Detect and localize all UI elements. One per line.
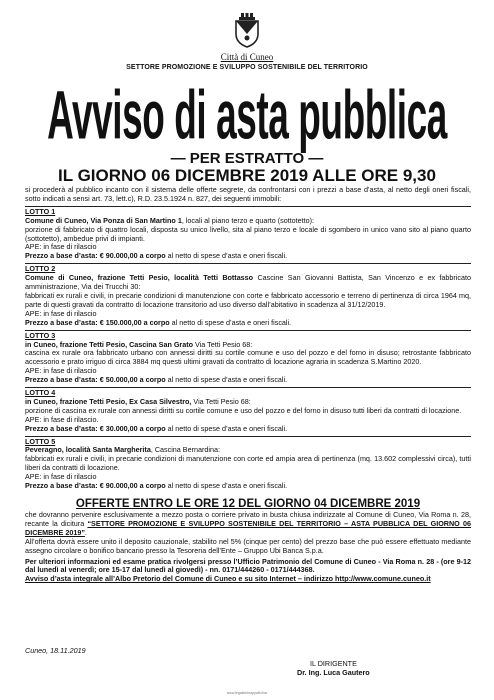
city-name: Città di Cuneo bbox=[220, 52, 274, 62]
lot-ape: APE: in fase di rilascio bbox=[25, 308, 97, 318]
separator bbox=[25, 330, 471, 331]
extract-subtitle: — PER ESTRATTO — bbox=[170, 150, 324, 167]
lot-ape: APE: in fase di rilascio bbox=[25, 242, 97, 252]
offers-text bbox=[25, 511, 471, 538]
lot-price-label: Prezzo a base d’asta: bbox=[25, 251, 100, 261]
lot-location-rest: , Cascina Bernardina: bbox=[150, 445, 220, 455]
offers-heading: OFFERTE ENTRO LE ORE 12 DEL GIORNO 04 DICEMBRE 2019 bbox=[75, 498, 421, 510]
lot-location bbox=[25, 274, 471, 292]
lot-ape: APE: in fase di rilascio. bbox=[25, 414, 99, 424]
page-title: Avviso di asta pubblica bbox=[47, 78, 447, 154]
lot-price bbox=[25, 376, 471, 385]
lot-price-label: Prezzo a base d’asta: bbox=[25, 423, 100, 433]
lot-price-rest: al netto di spese d’asta e oneri fiscali. bbox=[165, 375, 288, 385]
separator bbox=[25, 436, 471, 437]
lot-location-rest: Via Tetti Pesio 68: bbox=[193, 339, 253, 349]
intro-text: si procederà al pubblico incanto con il sistema delle offerte segrete, da confrontarsi con i prezzi a base d’asta, al netto degli oneri fiscali, sotto indicati a sensi art. 73, lett.c), R.D. 23.5.1924 n. 827, dei seguenti immobili: bbox=[25, 185, 471, 203]
lot-location-rest: , locali al piano terzo e quarto (sottotetto): bbox=[181, 215, 315, 225]
lot-price-rest: al netto di spese d’asta e oneri fiscali. bbox=[165, 423, 288, 433]
lot-price-value: € 30.000,00 a corpo bbox=[99, 423, 166, 433]
lot-price-value: € 150.000,00 a corpo bbox=[99, 317, 170, 327]
separator bbox=[25, 387, 471, 388]
offers-text-end: . bbox=[84, 527, 87, 537]
offers-text-start: che dovranno pervenire esclusivamente a mezzo posta o corriere privato in busta chiusa indirizzate al Comune di Cuneo, Via Roma n. 28, recante la dicitura bbox=[25, 510, 471, 528]
lot-ape: APE: in fase di rilascio bbox=[25, 366, 97, 376]
lot-description: porzione di cascina ex rurale con annessi diritti su cortile comune e uso del pozzo e del forno in disuso tutti liberi da contratti di locazione. bbox=[25, 405, 462, 415]
footer-note: www.legaleinfoappalti.it/ar bbox=[226, 691, 268, 695]
separator bbox=[25, 263, 471, 264]
lot-description: porzione di fabbricato di quattro locali, disposta su unico livello, sita al piano terzo e locale di sgombero in unico vano sito al piano quarto (sottotetto), ambedue privi di impianti. bbox=[25, 224, 471, 243]
lot-title: LOTTO 3 bbox=[25, 330, 56, 340]
offers-text-bold: “SETTORE PROMOZIONE E SVILUPPO SOSTENIBILE DEL TERRITORIO – ASTA PUBBLICA DEL GIORNO 06 DICEMBRE 2019” bbox=[25, 518, 471, 537]
lot-location-bold: Comune di Cuneo, Via Ponza di San Martino 1 bbox=[25, 215, 182, 225]
lot-description: cascina ex rurale ora fabbricato urbano con annessi diritti su cortile comune e uso del pozzo e del forno in disuso; retrostante fabbricato accessorio e prato irriguo di circa 3884 mq questi ultimi gravati da contratto di locazione agraria in scadenza S.Martino 2020. bbox=[25, 348, 471, 367]
lot-description: fabbricati ex rurali e civili, in precarie condizioni di manutenzione con corte ed ampia area di pertinenza (mq. 13.602 complessivi circa), tutti liberi da contratti di locazione. bbox=[25, 454, 471, 473]
lot-title: LOTTO 1 bbox=[25, 206, 56, 216]
notice-link bbox=[25, 575, 471, 584]
lot-location-bold: Comune di Cuneo, frazione Tetti Pesio, località Tetti Bottasso bbox=[25, 273, 254, 283]
lot-price-rest: al netto di spese d’asta e oneri fiscali. bbox=[169, 317, 292, 327]
lot-price bbox=[25, 482, 471, 491]
lot-price bbox=[25, 425, 471, 434]
lot-price bbox=[25, 319, 471, 328]
auction-date: IL GIORNO 06 DICEMBRE 2019 ALLE ORE 9,30 bbox=[58, 166, 436, 185]
lot-location-bold: Peveragno, località Santa Margherita bbox=[25, 445, 151, 455]
lot-price-label: Prezzo a base d’asta: bbox=[25, 317, 100, 327]
signer-role: IL DIRIGENTE bbox=[310, 659, 357, 668]
deposit-text: All’offerta dovrà essere unito il deposito cauzionale, stabilito nel 5% (cinque per cento) del prezzo base che può essere effettuato mediante assegno circolare o bonifico bancario presso la Tesoreria dell’Ente – Gruppo Ubi Banca S.p.a. bbox=[25, 536, 471, 555]
crest-icon bbox=[232, 12, 262, 48]
lot-description: fabbricati ex rurali e civili, in precarie condizioni di manutenzione con corte e fabbricato accessorio e terreno di pertinenza di circa 1964 mq, parte di questi gravati da contratto di locazione transitorio ad uso diverso dall’abitativo in scadenza al 31/12/2019. bbox=[25, 290, 471, 309]
lot-location-bold: in Cuneo, frazione Tetti Pesio, Cascina San Grato bbox=[25, 339, 194, 349]
notice-link-text[interactable]: Avviso d’asta integrale all’Albo Pretorio del Comune di Cuneo e su sito Internet – indirizzo http://www.comune.cuneo.it bbox=[25, 574, 431, 584]
lot-price bbox=[25, 252, 471, 261]
lot-title: LOTTO 5 bbox=[25, 436, 56, 446]
lot-price-label: Prezzo a base d’asta: bbox=[25, 481, 100, 491]
lot-price-value: € 90.000,00 a corpo bbox=[99, 481, 166, 491]
sector-name: SETTORE PROMOZIONE E SVILUPPO SOSTENIBILE DEL TERRITORIO bbox=[126, 64, 368, 71]
lot-location-bold: in Cuneo, frazione Tetti Pesio, Ex Casa Silvestro, bbox=[25, 396, 192, 406]
lot-ape: APE: in fase di rilascio bbox=[25, 472, 97, 482]
lot-price-rest: al netto di spese d’asta e oneri fiscali. bbox=[165, 481, 288, 491]
lot-price-label: Prezzo a base d’asta: bbox=[25, 375, 100, 385]
signer-name: Dr. Ing. Luca Gautero bbox=[297, 668, 370, 677]
lot-location-rest: Via Tetti Pesio 68: bbox=[191, 396, 251, 406]
separator bbox=[25, 206, 471, 207]
notice-body bbox=[25, 186, 471, 584]
lot-title: LOTTO 2 bbox=[25, 264, 56, 274]
info-text-bold: Per ulteriori informazioni ed esame pratica rivolgersi presso l’Ufficio Patrimonio del Comune di Cuneo - Via Roma n. 28 - (ore 9-12 dal lunedì al venerdì; ore 15-17 dal lunedì al giovedì) - nn. 0171/444260 - 0171/444368. bbox=[25, 556, 471, 575]
lot-price-rest: al netto di spese d’asta e oneri fiscali. bbox=[165, 251, 288, 261]
lot-title: LOTTO 4 bbox=[25, 388, 56, 398]
lot-price-value: € 50.000,00 a corpo bbox=[99, 375, 166, 385]
lot-location-rest: Cascine San Giovanni Battista, San Vincenzo e ex fabbricato amministrazione, Via dei Trucchi 30: bbox=[25, 273, 471, 292]
place-date: Cuneo, 18.11.2019 bbox=[25, 646, 86, 655]
lot-price-value: € 90.000,00 a corpo bbox=[99, 251, 166, 261]
info-text bbox=[25, 558, 471, 576]
